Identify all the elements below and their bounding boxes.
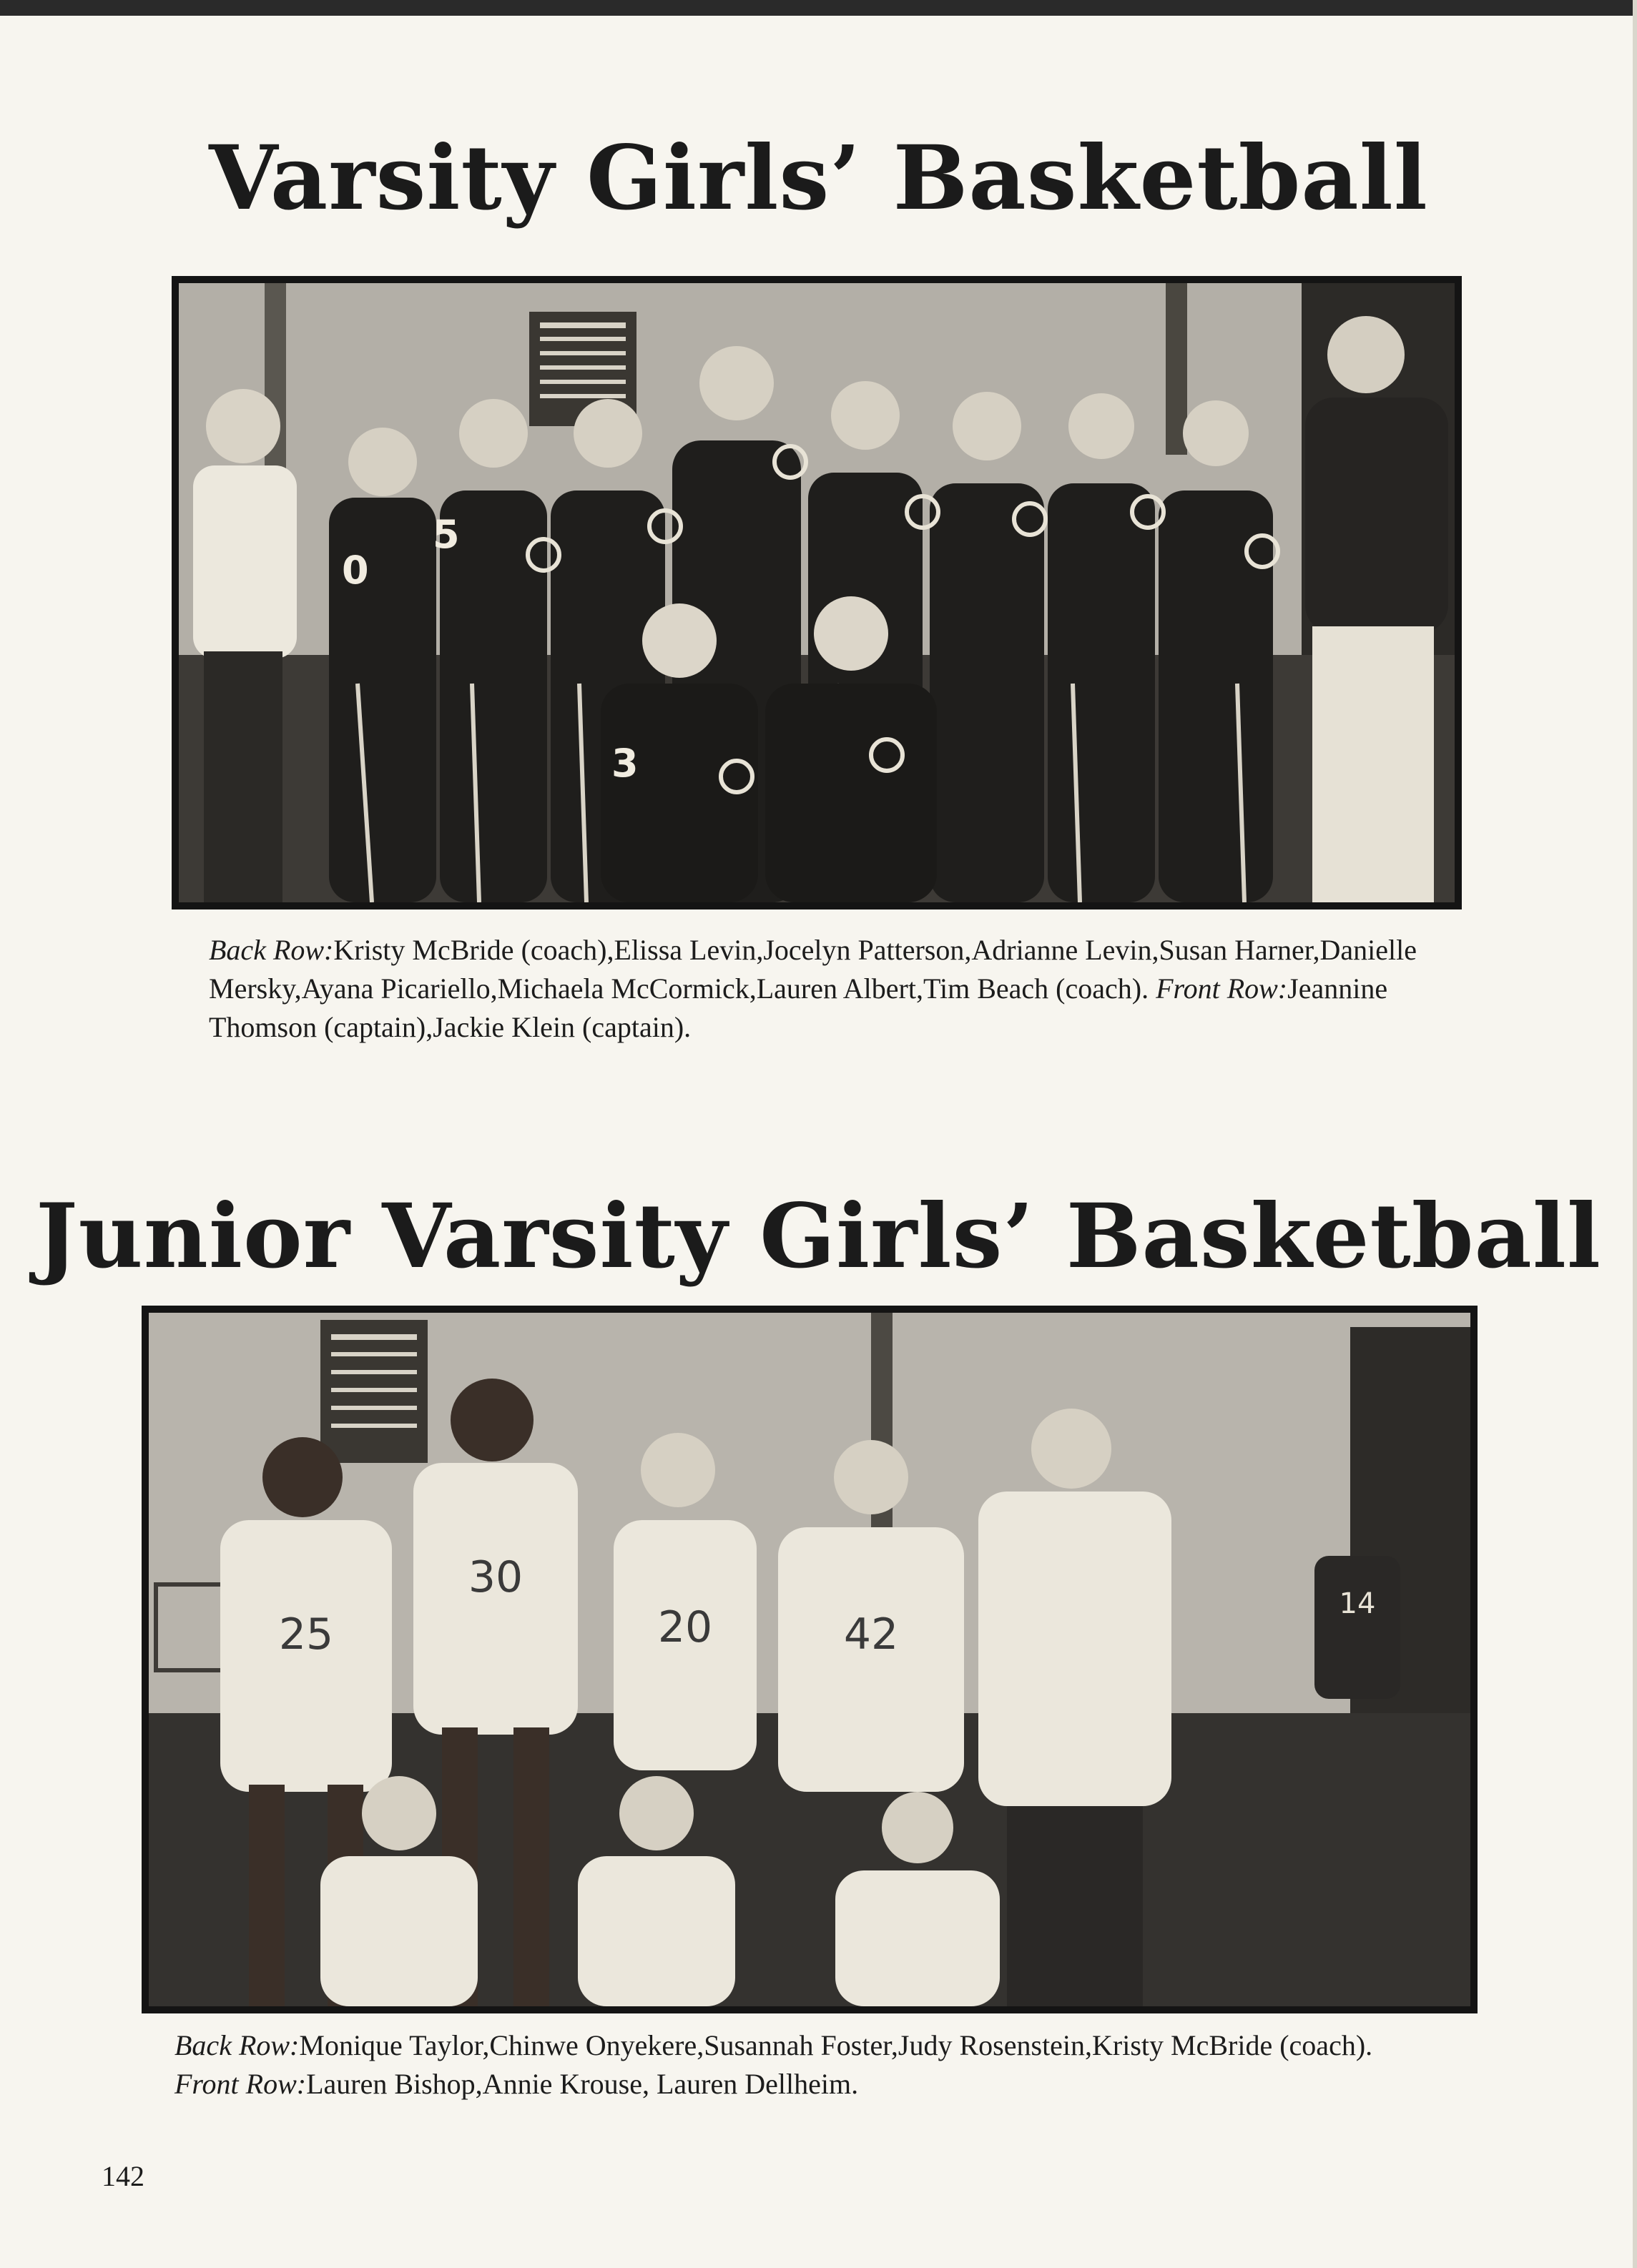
front-row-figures	[320, 1856, 1000, 2006]
jv-photo-illustration	[149, 1313, 1470, 2006]
coach-right-figure	[1305, 316, 1448, 902]
jersey-number: 30	[468, 1552, 523, 1602]
jersey-number: 42	[843, 1609, 899, 1660]
jv-heading: Junior Varsity Girls’ Basketball	[35, 1185, 1602, 1288]
back-row-label: Back Row:	[174, 2029, 300, 2061]
jersey-number: 5	[433, 512, 460, 557]
page-number: 142	[102, 2160, 144, 2192]
back-row-label: Back Row:	[209, 934, 334, 966]
varsity-caption	[209, 931, 1453, 1047]
front-row-names: Lauren Bishop,Annie Krouse, Lauren Dellheim.	[306, 2068, 859, 2100]
front-row-label: Front Row:	[1156, 972, 1288, 1005]
jv-team-photo	[142, 1306, 1478, 2013]
jersey-number: 20	[657, 1602, 713, 1652]
front-row-label: Front Row:	[174, 2068, 307, 2100]
jersey-number: 14	[1339, 1587, 1376, 1620]
jersey-number: 25	[278, 1609, 334, 1660]
top-rule	[0, 0, 1637, 16]
page-edge	[1633, 0, 1637, 2268]
jersey-number: 3	[611, 741, 639, 786]
front-row-names: Jeannine Thomson (captain),Jackie Klein (captain).	[209, 972, 1388, 1043]
back-row-names: Monique Taylor,Chinwe Onyekere,Susannah Foster,Judy Rosenstein,Kristy McBride (coach).	[299, 2029, 1373, 2061]
background-player	[1314, 1556, 1400, 1699]
jv-caption	[174, 2026, 1390, 2104]
back-row-names: Kristy McBride (coach),Elissa Levin,Jocelyn Patterson,Adrianne Levin,Susan Harner,Danielle Mersky,Ayana Picariello,Michaela McCormick,Lauren Albert,Tim Beach (coach).	[209, 934, 1417, 1005]
varsity-team-photo	[172, 276, 1462, 909]
jersey-number: 0	[342, 548, 369, 593]
varsity-photo-illustration	[179, 283, 1455, 902]
varsity-heading: Varsity Girls’ Basketball	[209, 127, 1428, 230]
